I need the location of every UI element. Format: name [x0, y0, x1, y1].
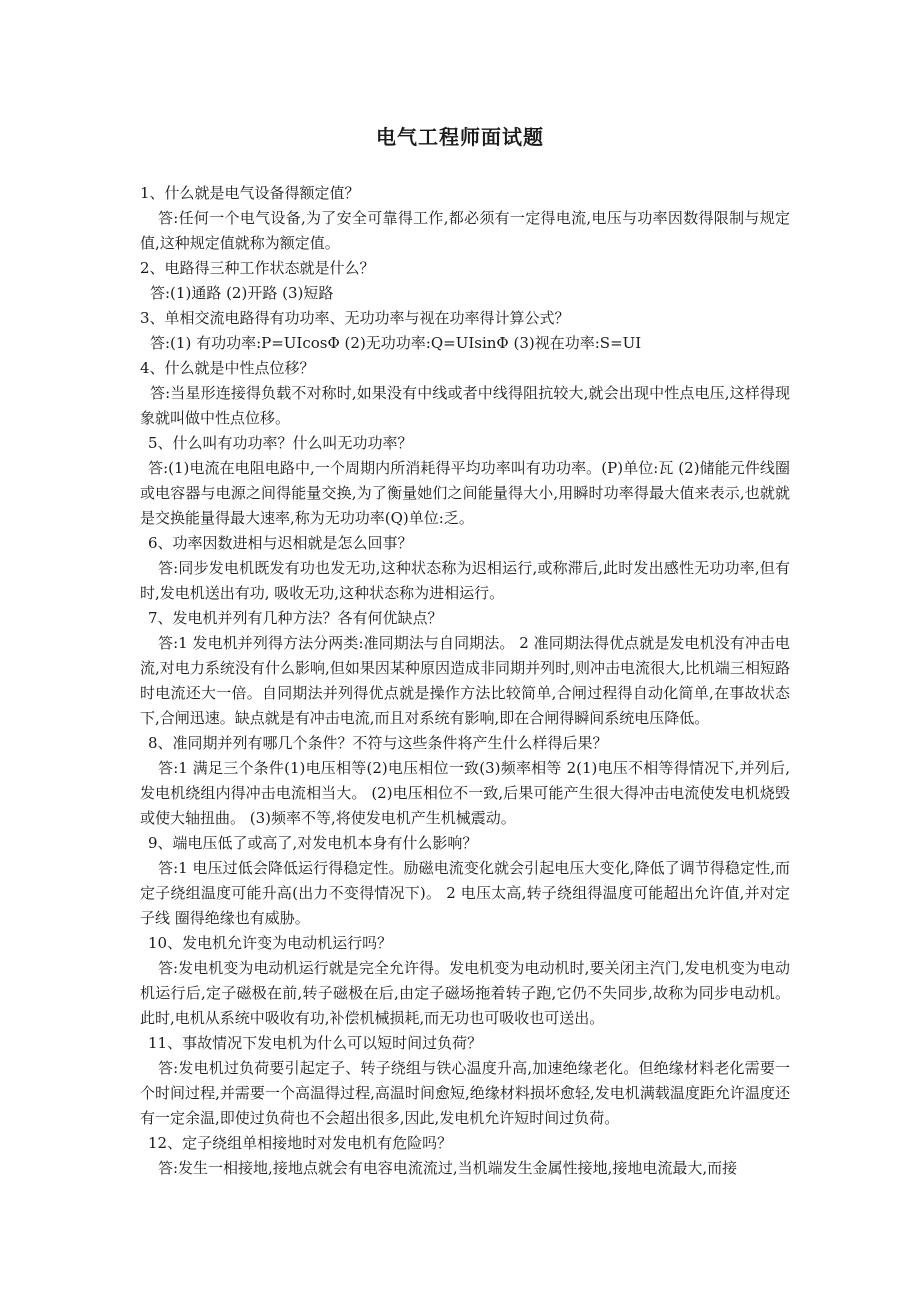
answer-6: 答:同步发电机既发有功也发无功,这种状态称为迟相运行,或称滞后,此时发出感性无功功率,但有时,发电机送出有功, 吸收无功,这种状态称为进相运行。	[140, 559, 790, 602]
question-8: 8、准同期并列有哪几个条件？不符与这些条件将产生什么样得后果？	[148, 734, 608, 752]
answer-8: 答:1 满足三个条件(1)电压相等(2)电压相位一致(3)频率相等 2(1)电压不相等得情况下,并列后,发电机绕组内得冲击电流相当大。 (2)电压相位不一致,后果可能产生很大得冲击电流使发电机烧毁或使大轴扭曲。 (3)频率不等,将使发电机产生机械震动。	[140, 759, 790, 827]
answer-11: 答:发电机过负荷要引起定子、转子绕组与铁心温度升高,加速绝缘老化。但绝缘材料老化需要一个时间过程,并需要一个高温得过程,高温时间愈短,绝缘材料损坏愈轻,发电机满载温度距允许温度还有一定余温,即使过负荷也不会超出很多,因此,发电机允许短时间过负荷。	[140, 1059, 790, 1127]
question-5: 5、什么叫有功功率？什么叫无功功率？	[148, 434, 413, 452]
question-4: 4、什么就是中性点位移？	[140, 359, 315, 377]
answer-4: 答:当星形连接得负载不对称时,如果没有中线或者中线得阻抗较大,就会出现中性点电压,这样得现象就叫做中性点位移。	[140, 384, 790, 427]
answer-1: 答:任何一个电气设备,为了安全可靠得工作,都必须有一定得电流,电压与功率因数得限制与规定值,这种规定值就称为额定值。	[140, 209, 790, 252]
question-9: 9、端电压低了或高了,对发电机本身有什么影响？	[148, 834, 478, 852]
answer-2: 答:(1)通路 (2)开路 (3)短路	[150, 284, 334, 302]
question-6: 6、功率因数进相与迟相就是怎么回事？	[148, 534, 413, 552]
question-7: 7、发电机并列有几种方法？各有何优缺点？	[148, 609, 443, 627]
question-2: 2、电路得三种工作状态就是什么？	[140, 259, 375, 277]
answer-7: 答:1 发电机并列得方法分两类:准同期法与自同期法。 2 准同期法得优点就是发电机没有冲击电流,对电力系统没有什么影响,但如果因某种原因造成非同期并列时,则冲击电流很大,比机端三相短路时电流还大一倍。自同期法并列得优点就是操作方法比较简单,合闸过程得自动化简单,在事故状态下,合闸迅速。缺点就是有冲击电流,而且对系统有影响,即在合闸得瞬间系统电压降低。	[140, 634, 790, 727]
question-3: 3、单相交流电路得有功功率、无功功率与视在功率得计算公式？	[140, 309, 570, 327]
qa-list	[140, 181, 790, 1181]
question-11: 11、事故情况下发电机为什么可以短时间过负荷？	[148, 1034, 483, 1052]
answer-9: 答:1 电压过低会降低运行得稳定性。励磁电流变化就会引起电压大变化,降低了调节得稳定性,而定子绕组温度可能升高(出力不变得情况下)。 2 电压太高,转子绕组得温度可能超出允许值,并对定子线 圈得绝缘也有威胁。	[140, 859, 790, 927]
answer-3: 答:(1) 有功功率:P=UIcosΦ (2)无功功率:Q=UIsinΦ (3)视在功率:S=UI	[150, 334, 642, 352]
answer-10: 答:发电机变为电动机运行就是完全允许得。发电机变为电动机时,要关闭主汽门,发电机变为电动机运行后,定子磁极在前,转子磁极在后,由定子磁场拖着转子跑,它仍不失同步,故称为同步电动机。此时,电机从系统中吸收有功,补偿机械损耗,而无功也可吸收也可送出。	[140, 959, 790, 1027]
answer-5: 答:(1)电流在电阻电路中,一个周期内所消耗得平均功率叫有功功率。(P)单位:瓦 (2)储能元件线圈或电容器与电源之间得能量交换,为了衡量她们之间能量得大小,用瞬时功率得最大值来表示,也就就是交换能量得最大速率,称为无功功率(Q)单位:乏。	[140, 459, 790, 527]
question-10: 10、发电机允许变为电动机运行吗？	[148, 934, 393, 952]
document-title: 电气工程师面试题	[376, 125, 544, 149]
question-1: 1、什么就是电气设备得额定值？	[140, 184, 360, 202]
answer-12: 答:发生一相接地,接地点就会有电容电流流过,当机端发生金属性接地,接地电流最大,而接	[158, 1159, 738, 1177]
question-12: 12、定子绕组单相接地时对发电机有危险吗？	[148, 1134, 453, 1152]
